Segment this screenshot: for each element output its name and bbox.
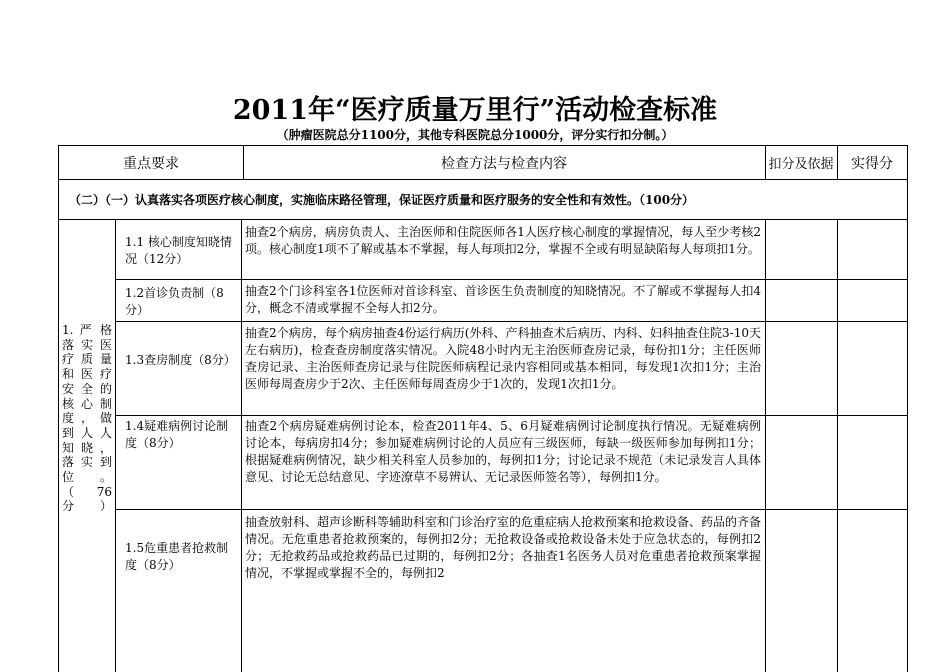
- row-label: 1.5危重患者抢救制度（8分）: [125, 541, 229, 572]
- header-method-content: 检查方法与检查内容: [243, 146, 766, 179]
- header-actual-score: 实得分: [851, 155, 893, 172]
- column-divider: [765, 220, 766, 672]
- row-content: 抽查2个门诊科室各1位医师对首诊科室、首诊医生负责制度的知晓情况。不了解或不掌握每人扣4分，概念不清或掌握不全每人扣2分。: [245, 284, 761, 315]
- column-divider: [115, 220, 116, 672]
- row-divider: [115, 415, 907, 416]
- row-content: 抽查2个病房疑难病例讨论本，检查2011年4、5、6月疑难病例讨论制度执行情况。无疑难病例讨论本，每病房扣4分；参加疑难病例讨论的人员应有三级医师，每缺一级医师参加每例扣1分；根据疑难病例情况，缺少相关科室人员参加的，每例扣1分；讨论记录不规范（未记录发言人具体意见、讨论无总结意见、字迹潦草不易辨认、无记录医师签名等），每例扣1分。: [245, 419, 761, 484]
- row-label: 1.4疑难病例讨论制度（8分）: [125, 419, 229, 450]
- row-label: 1.2首诊负责制（8分）: [125, 286, 224, 317]
- row-divider: [115, 279, 907, 280]
- page-subtitle: （肿瘤医院总分1100分，其他专科医院总分1000分，评分实行扣分制。）: [276, 128, 674, 142]
- table-header: [58, 145, 908, 180]
- header-key-requirements: 重点要求: [59, 146, 244, 179]
- section-title: （二）（一）认真落实各项医疗核心制度，实施临床路径管理，保证医疗质量和医疗服务的安全性和有效性。（100分）: [58, 180, 908, 220]
- row-content: 抽查放射科、超声诊断科等辅助科室和门诊治疗室的危重症病人抢救预案和抢救设备、药品的齐备情况。无危重患者抢救预案的，每例扣2分；无抢救设备或抢救设备未处于应急状态的，每例扣2分；无抢救药品或抢救药品已过期的，每例扣2分；各抽查1名医务人员对危重患者抢救预案掌握情况，不掌握或掌握不全的，每例扣2: [245, 515, 762, 580]
- column-divider: [837, 220, 838, 672]
- row-label: 1.1 核心制度知晓情况（12分）: [125, 235, 232, 266]
- criteria-table: [58, 220, 908, 672]
- group-label: 1. 严 格 落 实 医 疗 质 量 和 医 疗 安 全 的 核 心 制 度 ， 做 到 人 人 知 晓 ， 落 实 到 位 。 （ 76 分）: [62, 323, 112, 514]
- row-label: 1.3查房制度（8分）: [125, 353, 236, 367]
- row-divider: [115, 321, 907, 322]
- row-content: 抽查2个病房，病房负责人、主治医师和住院医师各1人医疗核心制度的掌握情况，每人至少考核2项。核心制度1项不了解或基本不掌握，每人每项扣2分，掌握不全或有明显缺陷每人每项扣1分。: [245, 225, 761, 256]
- row-content: 抽查2个病房，每个病房抽查4份运行病历(外科、产科抽查术后病历、内科、妇科抽查住院3-10天左右病历)，检查查房制度落实情况。入院48小时内无主治医师查房记录，每份扣1分；主任医师查房记录、主治医师查房记录与住院医师病程记录内容相同或基本相同，每发现1次扣1分；主治医师每周查房少于2次、主任医师每周查房少于1次的，发现1次扣1分。: [245, 326, 761, 391]
- column-divider: [241, 220, 242, 672]
- page-title: 2011年“医疗质量万里行”活动检查标准: [232, 95, 718, 126]
- row-divider: [115, 509, 907, 510]
- header-deduction-basis: 扣分及依据: [765, 146, 838, 179]
